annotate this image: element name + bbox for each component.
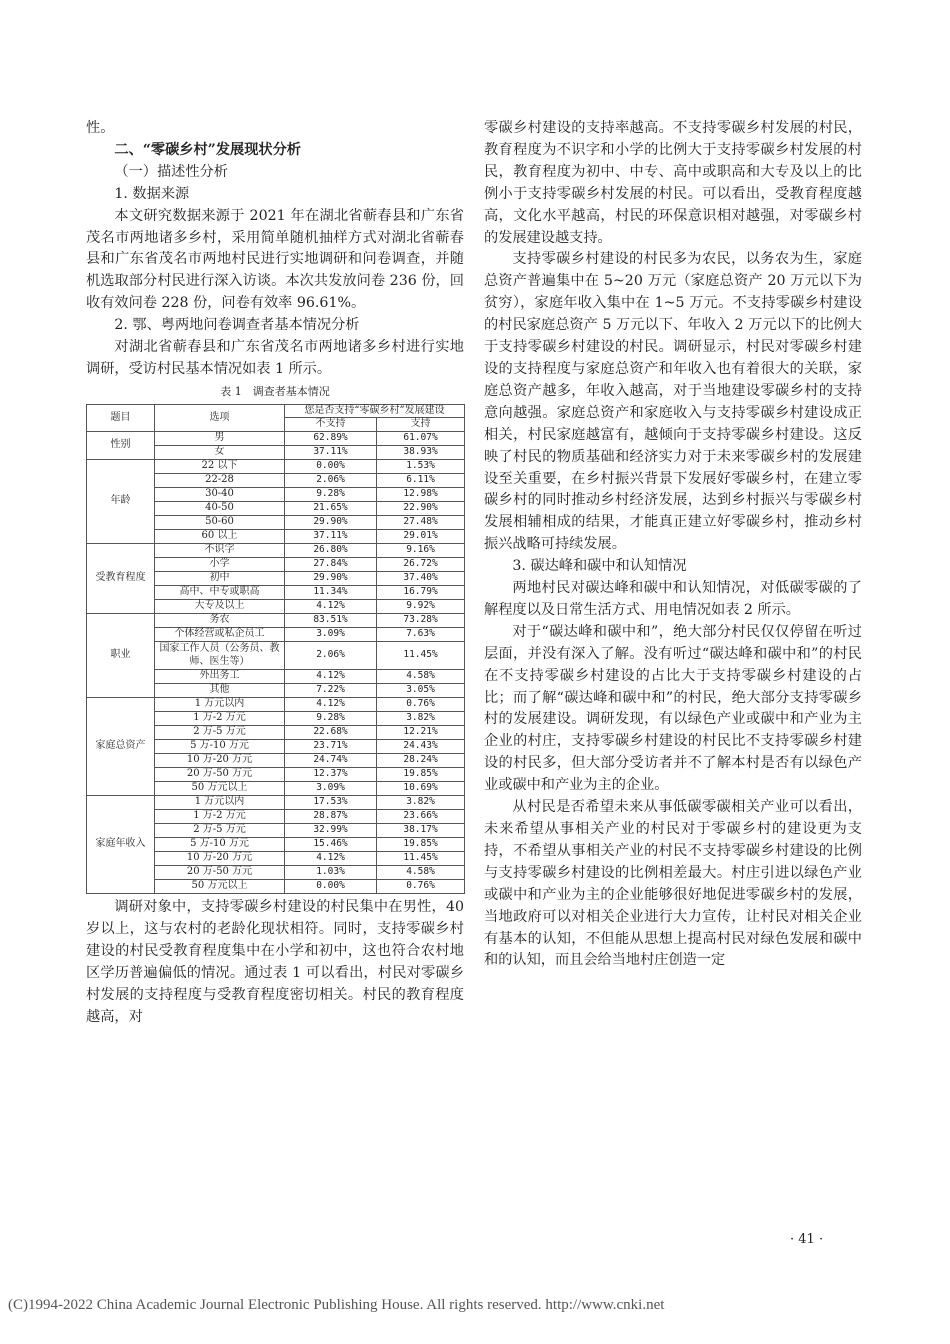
not-support-value: 12.37% (285, 768, 377, 782)
support-value: 37.40% (377, 572, 465, 586)
not-support-value: 2.06% (285, 642, 377, 670)
not-support-value: 28.87% (285, 810, 377, 824)
group-label: 职业 (87, 614, 155, 698)
support-value: 23.66% (377, 810, 465, 824)
not-support-value: 2.06% (285, 474, 377, 488)
group-label: 年龄 (87, 460, 155, 544)
not-support-value: 21.65% (285, 502, 377, 516)
option-cell: 个体经营或私企员工 (155, 628, 285, 642)
option-cell: 1 万元以内 (155, 796, 285, 810)
support-value: 29.01% (377, 530, 465, 544)
option-cell: 2 万-5 万元 (155, 726, 285, 740)
support-value: 11.45% (377, 852, 465, 866)
support-value: 7.63% (377, 628, 465, 642)
header-not-support: 不支持 (285, 418, 377, 432)
group-label: 受教育程度 (87, 544, 155, 614)
support-value: 3.05% (377, 684, 465, 698)
option-cell: 10 万-20 万元 (155, 852, 285, 866)
table-row (87, 544, 465, 558)
support-value: 73.28% (377, 614, 465, 628)
paragraph: 对湖北省蕲春县和广东省茂名市两地诸多乡村进行实地调研，受访村民基本情况如表 1 所示。 (86, 339, 464, 377)
not-support-value: 1.03% (285, 866, 377, 880)
option-cell: 务农 (155, 614, 285, 628)
support-value: 19.85% (377, 768, 465, 782)
support-value: 27.48% (377, 516, 465, 530)
option-cell: 40-50 (155, 502, 285, 516)
support-value: 9.16% (377, 544, 465, 558)
option-cell: 大专及以上 (155, 600, 285, 614)
not-support-value: 4.12% (285, 852, 377, 866)
option-cell: 20 万-50 万元 (155, 768, 285, 782)
not-support-value: 9.28% (285, 712, 377, 726)
not-support-value: 0.00% (285, 460, 377, 474)
option-cell: 1 万元以内 (155, 698, 285, 712)
table-body (87, 432, 465, 894)
paragraph: 支持零碳乡村建设的村民多为农民，以务农为生，家庭总资产普遍集中在 5~20 万元（家庭总资产 20 万元以下为贫穷），家庭年收入集中在 1~5 万元。不支持零碳乡村建设的村民家庭总资产 5 万元以下、年收入 2 万元以下的比例大于支持零碳乡村建设的村民。调研显示，村民对零碳乡村建设的支持程度与家庭总资产和年收入也有着很大的关联，家庭总资产越多，年收入越高，对于当地建设零碳乡村的支持意向越强。家庭总资产和家庭收入与支持零碳乡村建设成正相关，村民家庭越富有，越倾向于支持零碳乡村建设。这反映了村民的物质基础和经济实力对于未来零碳乡村的发展建设至关重要，在乡村振兴背景下发展好零碳乡村，在建立零碳乡村的同时推动乡村经济发展，达到乡村振兴与零碳乡村发展相辅相成的结果，才能真正建立好零碳乡村，推动乡村振兴战略可持续发展。 (484, 251, 862, 553)
header-option: 选项 (155, 404, 285, 431)
table-row (87, 432, 465, 446)
page-number: · 41 · (790, 1232, 824, 1247)
option-cell: 50 万元以上 (155, 880, 285, 894)
option-cell: 60 以上 (155, 530, 285, 544)
support-value: 3.82% (377, 712, 465, 726)
not-support-value: 3.09% (285, 628, 377, 642)
paragraph: 2. 鄂、粤两地问卷调查者基本情况分析 (114, 317, 360, 334)
support-value: 0.76% (377, 880, 465, 894)
not-support-value: 11.34% (285, 586, 377, 600)
paragraph: 调研对象中，支持零碳乡村建设的村民集中在男性，40 岁以上，这与农村的老龄化现状相符。同时，支持零碳乡村建设的村民受教育程度集中在小学和初中，这也符合农村地区学历普遍偏低的情况。通过表 1 可以看出，村民对零碳乡村发展的支持程度与受教育程度密切相关。村民的教育程度越高，对 (86, 899, 464, 1025)
group-label: 家庭年收入 (87, 796, 155, 894)
option-cell: 22-28 (155, 474, 285, 488)
right-paragraphs (484, 118, 862, 972)
option-cell: 男 (155, 432, 285, 446)
support-value: 19.85% (377, 838, 465, 852)
support-value: 22.90% (377, 502, 465, 516)
option-cell: 22 以下 (155, 460, 285, 474)
not-support-value: 27.84% (285, 558, 377, 572)
option-cell: 女 (155, 446, 285, 460)
not-support-value: 22.68% (285, 726, 377, 740)
support-value: 12.98% (377, 488, 465, 502)
paragraph: 对于“碳达峰和碳中和”，绝大部分村民仅仅停留在听过层面，并没有深入了解。没有听过“碳达峰和碳中和”的村民在不支持零碳乡村建设的占比大于支持零碳乡村建设的占比；而了解“碳达峰和碳中和”的村民，绝大部分支持零碳乡村的发展建设。调研发现，有以绿色产业或碳中和产业为主企业的村庄，支持零碳乡村建设的村民比不支持零碳乡村建设的村民多，但大部分受访者并不了解本村是否有以绿色产业或碳中和产业为主的企业。 (484, 623, 862, 794)
option-cell: 外出务工 (155, 670, 285, 684)
support-value: 3.82% (377, 796, 465, 810)
support-value: 16.79% (377, 586, 465, 600)
paragraph: 二、“零碳乡村”发展现状分析 (114, 141, 301, 158)
support-value: 11.45% (377, 642, 465, 670)
table-row (87, 614, 465, 628)
support-value: 38.17% (377, 824, 465, 838)
not-support-value: 83.51% (285, 614, 377, 628)
support-value: 26.72% (377, 558, 465, 572)
paragraph: 两地村民对碳达峰和碳中和认知情况，对低碳零碳的了解程度以及日常生活方式、用电情况如表 2 所示。 (484, 580, 862, 618)
paragraph: （一）描述性分析 (114, 163, 228, 180)
support-value: 28.24% (377, 754, 465, 768)
group-label: 性别 (87, 432, 155, 460)
not-support-value: 32.99% (285, 824, 377, 838)
table-row (87, 698, 465, 712)
not-support-value: 9.28% (285, 488, 377, 502)
paragraph: 本文研究数据来源于 2021 年在湖北省蕲春县和广东省茂名市两地诸多乡村，采用简单随机抽样方式对湖北省蕲春县和广东省茂名市两地村民进行实地调研和问卷调查，并随机选取部分村民进行深入访谈。本次共发放问卷 236 份，回收有效问卷 228 份，问卷有效率 96.61%。 (86, 207, 464, 312)
paragraph: 性。 (86, 120, 115, 136)
not-support-value: 0.00% (285, 880, 377, 894)
paragraph: 零碳乡村建设的支持率越高。不支持零碳乡村发展的村民，教育程度为不识字和小学的比例大于支持零碳乡村发展的村民，教育程度为初中、中专、高中或职高和大专及以上的比例小于支持零碳乡村发展的村民。可以看出，受教育程度越高，文化水平越高，村民的环保意识相对越强，对零碳乡村的发展建设越支持。 (484, 120, 862, 246)
left-column (86, 118, 464, 1029)
option-cell: 1 万-2 万元 (155, 712, 285, 726)
footer-copyright: (C)1994-2022 China Academic Journal Electronic Publishing House. All rights reserved. http://www.cnki.net (8, 1297, 665, 1313)
support-value: 10.69% (377, 782, 465, 796)
header-topic: 题目 (87, 404, 155, 431)
support-value: 0.76% (377, 698, 465, 712)
not-support-value: 29.90% (285, 572, 377, 586)
not-support-value: 37.11% (285, 446, 377, 460)
table-caption: 表 1 调查者基本情况 (220, 384, 330, 398)
header-support: 支持 (377, 418, 465, 432)
paragraph: 1. 数据来源 (114, 185, 190, 202)
option-cell: 50 万元以上 (155, 782, 285, 796)
support-value: 12.21% (377, 726, 465, 740)
table-1 (86, 404, 465, 894)
support-value: 9.92% (377, 600, 465, 614)
support-value: 61.07% (377, 432, 465, 446)
support-value: 4.58% (377, 866, 465, 880)
right-column (484, 118, 862, 972)
option-cell: 其他 (155, 684, 285, 698)
support-value: 38.93% (377, 446, 465, 460)
not-support-value: 62.89% (285, 432, 377, 446)
option-cell: 50-60 (155, 516, 285, 530)
left-paragraphs (86, 118, 464, 381)
not-support-value: 23.71% (285, 740, 377, 754)
left-after-paragraphs (86, 897, 464, 1028)
option-cell: 5 万-10 万元 (155, 838, 285, 852)
option-cell: 不识字 (155, 544, 285, 558)
not-support-value: 3.09% (285, 782, 377, 796)
not-support-value: 37.11% (285, 530, 377, 544)
not-support-value: 15.46% (285, 838, 377, 852)
option-cell: 小学 (155, 558, 285, 572)
not-support-value: 17.53% (285, 796, 377, 810)
not-support-value: 26.80% (285, 544, 377, 558)
option-cell: 1 万-2 万元 (155, 810, 285, 824)
option-cell: 高中、中专或职高 (155, 586, 285, 600)
not-support-value: 4.12% (285, 698, 377, 712)
paragraph: 3. 碳达峰和碳中和认知情况 (512, 558, 687, 575)
not-support-value: 4.12% (285, 670, 377, 684)
table-row (87, 460, 465, 474)
option-cell: 国家工作人员（公务员、教师、医生等） (155, 642, 285, 670)
support-value: 6.11% (377, 474, 465, 488)
not-support-value: 4.12% (285, 600, 377, 614)
paragraph: 从村民是否希望未来从事低碳零碳相关产业可以看出，未来希望从事相关产业的村民对于零碳乡村的建设更为支持，不希望从事相关产业的村民不支持零碳乡村建设的比例与支持零碳乡村建设的比例相差最大。村庄引进以绿色产业或碳中和产业为主的企业能够很好地促进零碳乡村的发展，当地政府可以对相关企业进行大力宣传，让村民对相关企业有基本的认知，不但能从思想上提高村民对绿色发展和碳中和的认知，而且会给当地村庄创造一定 (484, 799, 862, 969)
option-cell: 2 万-5 万元 (155, 824, 285, 838)
option-cell: 5 万-10 万元 (155, 740, 285, 754)
header-support-question: 您是否支持“零碳乡村”发展建设 (285, 404, 465, 418)
option-cell: 20 万-50 万元 (155, 866, 285, 880)
option-cell: 10 万-20 万元 (155, 754, 285, 768)
option-cell: 初中 (155, 572, 285, 586)
group-label: 家庭总资产 (87, 698, 155, 796)
support-value: 24.43% (377, 740, 465, 754)
table-row (87, 796, 465, 810)
not-support-value: 7.22% (285, 684, 377, 698)
not-support-value: 24.74% (285, 754, 377, 768)
support-value: 4.58% (377, 670, 465, 684)
not-support-value: 29.90% (285, 516, 377, 530)
option-cell: 30-40 (155, 488, 285, 502)
support-value: 1.53% (377, 460, 465, 474)
